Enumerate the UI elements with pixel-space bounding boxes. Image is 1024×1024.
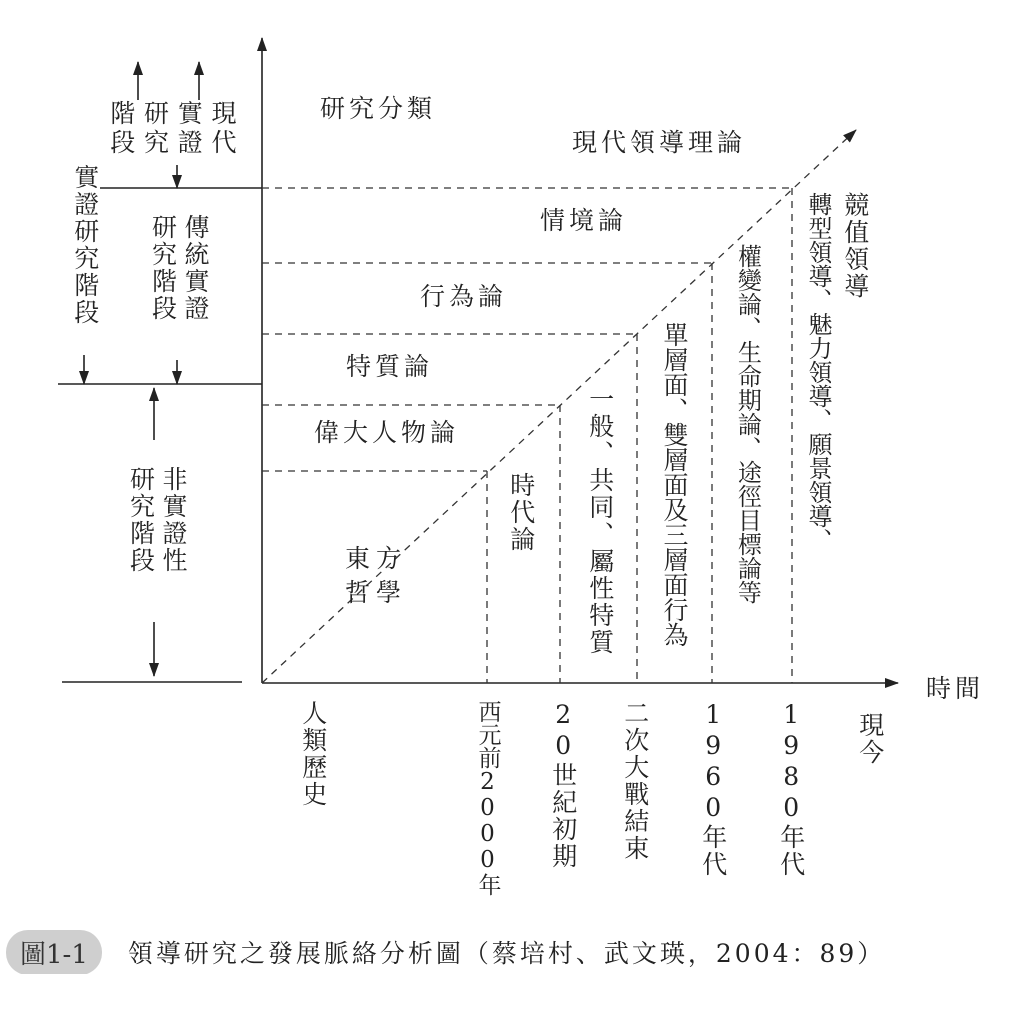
time-1980s: 1980年代	[776, 700, 806, 878]
theory-behavioral: 行為論	[420, 282, 508, 311]
time-post-ww2: 二次大戰結束	[620, 700, 650, 862]
stage-traditional-empirical: 傳統實證研究階段	[148, 214, 210, 322]
time-1960s: 1960年代	[698, 700, 728, 878]
time-early-20c: 20世紀初期	[548, 700, 578, 870]
figure-caption	[6, 930, 1024, 974]
theory-situational: 情境論	[540, 206, 628, 235]
stage-non-empirical: 非實證性研究階段	[126, 466, 188, 574]
time-2000bc: 西元前2000年	[474, 700, 501, 896]
stage-modern-empirical: 現代實證研究階段	[106, 100, 237, 158]
modern-theory-label: 現代領導理論	[572, 128, 747, 157]
era-competing-values: 競值領導	[840, 192, 870, 300]
figure-number-badge: 圖1-1	[6, 930, 102, 974]
theory-trait: 特質論	[346, 352, 434, 381]
era-contingency: 權變論、生命期論、途徑目標論等	[733, 244, 762, 604]
axis-y-label: 研究分類	[320, 94, 437, 123]
time-human-history: 人類歷史	[298, 700, 328, 808]
time-present: 現今	[855, 712, 885, 766]
figure-title: 領導研究之發展脈絡分析圖（蔡培村、武文瑛，2004：89）	[127, 939, 886, 968]
axis-x-label: 時間	[926, 674, 985, 703]
era-levels: 單層面、雙層面及三層面行為	[660, 322, 689, 647]
theory-eastern-philosophy: 東方哲學	[345, 544, 408, 607]
era-general-common: 一般、共同、屬性特質	[585, 386, 615, 656]
stage-empirical-research: 實證研究階段	[70, 164, 100, 326]
era-transformational: 轉型領導、魅力領導、願景領導、	[804, 192, 832, 552]
era-zeitgeist: 時代論	[506, 472, 536, 553]
theory-great-man: 偉大人物論	[314, 418, 460, 447]
